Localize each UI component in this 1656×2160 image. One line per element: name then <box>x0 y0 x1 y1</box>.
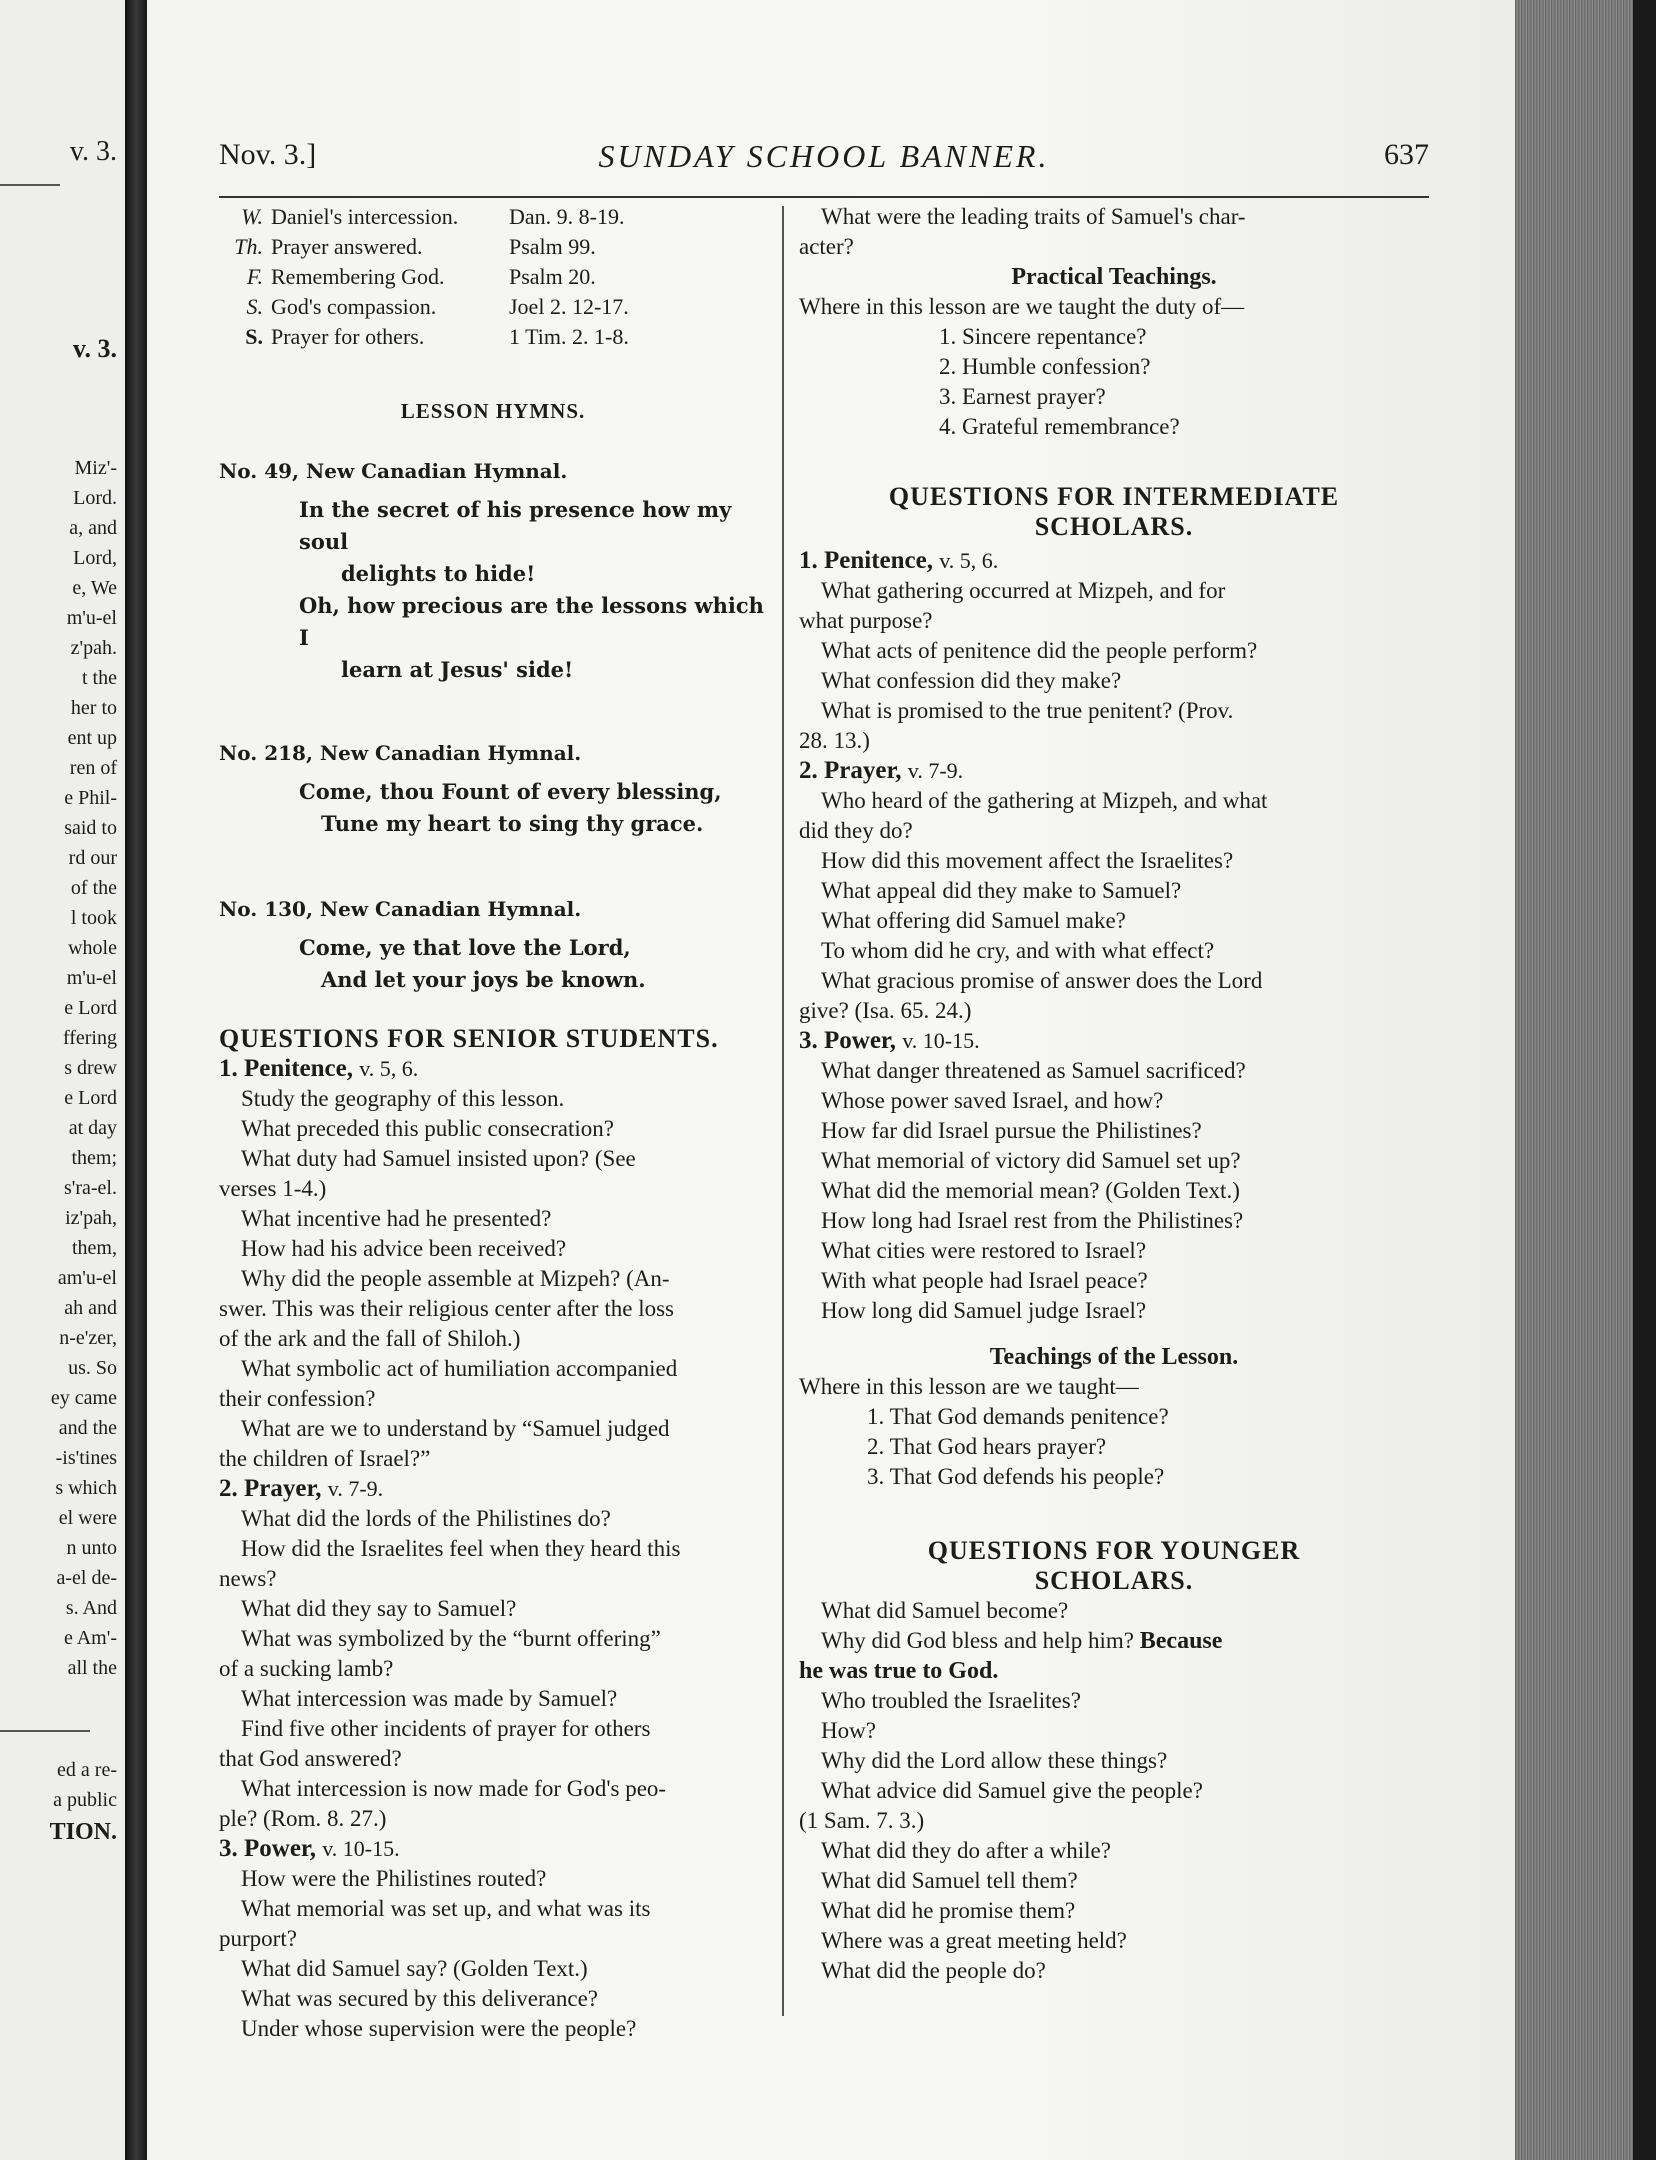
reading-row <box>219 232 767 262</box>
hymn-line: delights to hide! <box>341 561 536 586</box>
question: Where was a great meeting held? <box>821 1928 1127 1953</box>
question: of a sucking lamb? <box>219 1656 394 1681</box>
section-number: 2. <box>799 757 818 784</box>
question-list <box>799 786 1429 1026</box>
reading-day: S. <box>245 324 263 349</box>
question: What memorial was set up, and what was its <box>241 1896 651 1921</box>
prev-page-line: s which <box>55 1477 117 1499</box>
question: How did the Israelites feel when they heard this <box>241 1536 681 1561</box>
section-verse: v. 5, 6. <box>939 548 999 573</box>
question-text: Why did God bless and help him? <box>821 1628 1135 1653</box>
prev-page-line: Miz'- <box>74 457 117 479</box>
question: What did the memorial mean? (Golden Text.) <box>821 1178 1240 1203</box>
question: the children of Israel?” <box>219 1446 431 1471</box>
intermediate-heading-2: SCHOLARS. <box>1034 512 1194 541</box>
question: What incentive had he presented? <box>241 1206 552 1231</box>
question: What intercession is now made for God's peo- <box>241 1776 667 1801</box>
question: What are we to understand by “Samuel judged <box>241 1416 670 1441</box>
hymn-verse <box>219 932 767 996</box>
prev-page-line: a public <box>53 1789 117 1811</box>
section-number: 3. <box>219 1835 238 1862</box>
question: Whose power saved Israel, and how? <box>821 1088 1164 1113</box>
question: What was secured by this deliverance? <box>241 1986 598 2011</box>
question: swer. This was their religious center after the loss <box>219 1296 674 1321</box>
teachings-heading: Teachings of the Lesson. <box>989 1344 1239 1370</box>
practical-item: 4. Grateful remembrance? <box>939 414 1180 439</box>
question: How were the Philistines routed? <box>241 1866 547 1891</box>
question: How had his advice been received? <box>241 1236 567 1261</box>
prev-page-line: said to <box>64 817 117 839</box>
reading-row <box>219 262 767 292</box>
header-date: Nov. 3.] <box>219 138 317 171</box>
reading-ref: Joel 2. 12-17. <box>509 294 629 319</box>
prev-page-line: ren of <box>69 757 117 779</box>
question <box>799 1626 1429 1656</box>
question: What confession did they make? <box>821 668 1122 693</box>
lesson-hymns-heading: LESSON HYMNS. <box>400 399 586 423</box>
prev-page-line: them, <box>72 1237 117 1259</box>
teaching-item: 3. That God defends his people? <box>867 1464 1165 1489</box>
question: that God answered? <box>219 1746 402 1771</box>
prev-page-line: n-e'zer, <box>59 1327 117 1349</box>
question: What acts of penitence did the people perform? <box>821 638 1258 663</box>
question: What did Samuel say? (Golden Text.) <box>241 1956 588 1981</box>
practical-heading: Practical Teachings. <box>1011 264 1217 290</box>
section-heading <box>799 1026 1429 1056</box>
practical-item: 1. Sincere repentance? <box>939 324 1147 349</box>
senior-heading: QUESTIONS FOR SENIOR STUDENTS. <box>219 1024 719 1053</box>
reading-ref: 1 Tim. 2. 1-8. <box>509 324 629 349</box>
prev-page-line: z'pah. <box>70 637 117 659</box>
binding-shadow <box>1633 0 1656 2160</box>
reading-row <box>219 202 767 232</box>
prev-page-line: all the <box>67 1657 117 1679</box>
question-list <box>219 1504 767 1834</box>
section-verse: v. 7-9. <box>327 1476 384 1501</box>
question: What did Samuel tell them? <box>821 1868 1078 1893</box>
prev-page-line: e Lord <box>64 1087 117 1109</box>
question: Why did the Lord allow these things? <box>821 1748 1168 1773</box>
left-column <box>219 202 767 2044</box>
question: purport? <box>219 1926 297 1951</box>
question: acter? <box>799 234 854 259</box>
prev-page-line: TION. <box>49 1819 117 1845</box>
question: How far did Israel pursue the Philistines? <box>821 1118 1202 1143</box>
reading-row <box>219 292 767 322</box>
page <box>147 0 1515 2160</box>
practical-item: 3. Earnest prayer? <box>939 384 1106 409</box>
hymn-source: No. 130, New Canadian Hymnal. <box>219 897 582 921</box>
intermediate-heading: QUESTIONS FOR INTERMEDIATE <box>888 482 1340 511</box>
answer-text: Because <box>1139 1628 1223 1654</box>
question: did they do? <box>799 818 913 843</box>
section-number: 3. <box>799 1027 818 1054</box>
question: To whom did he cry, and with what effect? <box>821 938 1215 963</box>
hymn-line: Oh, how precious are the lessons which I <box>299 593 764 650</box>
question: What did they do after a while? <box>821 1838 1111 1863</box>
page-edges <box>1515 0 1656 2160</box>
question: What gracious promise of answer does the Lord <box>821 968 1263 993</box>
question: What appeal did they make to Samuel? <box>821 878 1182 903</box>
question: What duty had Samuel insisted upon? (See <box>241 1146 636 1171</box>
reading-text: Prayer for others. <box>271 324 425 349</box>
section-verse: v. 5, 6. <box>359 1056 419 1081</box>
reading-text: Remembering God. <box>271 264 445 289</box>
section-heading <box>219 1834 767 1864</box>
prev-page-line: l took <box>70 907 117 929</box>
right-column <box>799 202 1429 1986</box>
question: give? (Isa. 65. 24.) <box>799 998 972 1023</box>
prev-page-line: s'ra-el. <box>63 1177 117 1199</box>
question: What advice did Samuel give the people? <box>821 1778 1203 1803</box>
question: What memorial of victory did Samuel set up? <box>821 1148 1241 1173</box>
section-verse: v. 10-15. <box>322 1836 400 1861</box>
hymn-verse <box>219 776 767 840</box>
prev-page-line: Lord, <box>73 547 117 569</box>
hymn-line: Tune my heart to sing thy grace. <box>321 811 704 836</box>
hymn-line: Come, ye that love the Lord, <box>299 935 631 960</box>
section-title: Prayer, <box>824 757 902 784</box>
prev-page-line: e, We <box>72 577 117 599</box>
prev-page-line: s drew <box>64 1057 117 1079</box>
hymn-line: Come, thou Fount of every blessing, <box>299 779 722 804</box>
reading-ref: Psalm 99. <box>509 234 596 259</box>
question: what purpose? <box>799 608 933 633</box>
hymn-source: No. 218, New Canadian Hymnal. <box>219 741 582 765</box>
section-heading <box>799 756 1429 786</box>
section-verse: v. 10-15. <box>902 1028 980 1053</box>
reading-day: Th. <box>234 234 263 259</box>
prev-page-line: ah and <box>64 1297 117 1319</box>
question-list <box>799 1056 1429 1326</box>
question: What did he promise them? <box>821 1898 1076 1923</box>
section-number: 1. <box>219 1055 238 1082</box>
question: What cities were restored to Israel? <box>821 1238 1147 1263</box>
hymn-source: No. 49, New Canadian Hymnal. <box>219 459 568 483</box>
section-heading <box>219 1054 767 1084</box>
question: How did this movement affect the Israelites? <box>821 848 1234 873</box>
question: their confession? <box>219 1386 376 1411</box>
reading-day: F. <box>246 264 263 289</box>
page-number: 637 <box>1384 138 1429 171</box>
question: What gathering occurred at Mizpeh, and for <box>821 578 1226 603</box>
question: What preceded this public consecration? <box>241 1116 614 1141</box>
question: What offering did Samuel make? <box>821 908 1126 933</box>
section-verse: v. 7-9. <box>907 758 964 783</box>
prev-page-line: iz'pah, <box>65 1207 117 1229</box>
teaching-item: 1. That God demands penitence? <box>867 1404 1169 1429</box>
prev-page-line: us. So <box>68 1357 117 1379</box>
question-list <box>799 576 1429 756</box>
question: ple? (Rom. 8. 27.) <box>219 1806 387 1831</box>
question: How? <box>821 1718 876 1743</box>
question: Find five other incidents of prayer for others <box>241 1716 651 1741</box>
hymn-line: learn at Jesus' side! <box>341 657 574 682</box>
reading-ref: Psalm 20. <box>509 264 596 289</box>
header-rule <box>219 196 1429 198</box>
prev-page-rule-bottom <box>0 1730 90 1732</box>
prev-page-line: rd our <box>68 847 117 869</box>
hymn-line: In the secret of his presence how my soul <box>299 497 732 554</box>
section-title: Power, <box>244 1835 316 1862</box>
younger-heading: QUESTIONS FOR YOUNGER <box>927 1536 1301 1565</box>
prev-page-line: a, and <box>69 517 117 539</box>
section-title: Penitence, <box>824 547 933 574</box>
question: What was symbolized by the “burnt offering” <box>241 1626 661 1651</box>
header-title: SUNDAY SCHOOL BANNER. <box>598 138 1050 174</box>
prev-page-rule <box>0 184 60 186</box>
question: How long had Israel rest from the Philistines? <box>821 1208 1244 1233</box>
prev-page-line: t the <box>82 667 117 689</box>
prev-page-line: am'u-el <box>57 1267 117 1289</box>
prev-page-line: ffering <box>62 1027 117 1049</box>
question: What danger threatened as Samuel sacrificed? <box>821 1058 1246 1083</box>
question: What did the people do? <box>821 1958 1046 1983</box>
section-heading <box>219 1474 767 1504</box>
question: 28. 13.) <box>799 728 870 753</box>
question-list <box>219 1864 767 2044</box>
practical-list <box>799 322 1429 442</box>
answer-text: he was true to God. <box>799 1658 999 1684</box>
question: What did Samuel become? <box>821 1598 1069 1623</box>
question: Study the geography of this lesson. <box>241 1086 565 1111</box>
section-number: 2. <box>219 1475 238 1502</box>
section-heading <box>799 546 1429 576</box>
question: Who heard of the gathering at Mizpeh, and what <box>821 788 1268 813</box>
younger-heading-2: SCHOLARS. <box>1034 1566 1194 1595</box>
section-number: 1. <box>799 547 818 574</box>
prev-page-line: ey came <box>50 1387 117 1409</box>
prev-page-line: n unto <box>66 1537 117 1559</box>
prev-page-line: el were <box>58 1507 117 1529</box>
teachings-list <box>799 1402 1429 1492</box>
prev-page-line: of the <box>70 877 117 899</box>
question: What is promised to the true penitent? (Prov. <box>821 698 1234 723</box>
question: Who troubled the Israelites? <box>821 1688 1081 1713</box>
prev-page-subheader: v. 3. <box>72 334 117 363</box>
reading-text: Daniel's intercession. <box>271 204 459 229</box>
prev-page-line: s. And <box>65 1597 117 1619</box>
prev-page-line: a-el de- <box>56 1567 117 1589</box>
question: What intercession was made by Samuel? <box>241 1686 618 1711</box>
prev-page-line: e Am'- <box>63 1627 117 1649</box>
question: of the ark and the fall of Shiloh.) <box>219 1326 521 1351</box>
question: What did the lords of the Philistines do? <box>241 1506 611 1531</box>
question: What did they say to Samuel? <box>241 1596 517 1621</box>
hymn-line: And let your joys be known. <box>321 967 646 992</box>
teaching-item: 2. That God hears prayer? <box>867 1434 1107 1459</box>
prev-page-line: ent up <box>67 727 117 749</box>
question: Why did the people assemble at Mizpeh? (An- <box>241 1266 670 1291</box>
question: With what people had Israel peace? <box>821 1268 1148 1293</box>
prev-page-line: at day <box>68 1117 117 1139</box>
question: What symbolic act of humiliation accompanied <box>241 1356 678 1381</box>
teachings-intro: Where in this lesson are we taught— <box>799 1374 1139 1399</box>
reading-row <box>219 322 767 352</box>
prev-page-line: ed a re- <box>57 1759 117 1781</box>
question-list <box>799 1686 1429 1986</box>
prev-page-line: Lord. <box>73 487 117 509</box>
prev-page-line: e Lord <box>64 997 117 1019</box>
section-title: Power, <box>824 1027 896 1054</box>
reading-day: S. <box>246 294 263 319</box>
question: verses 1-4.) <box>219 1176 327 1201</box>
hymn-verse <box>219 494 767 686</box>
practical-intro: Where in this lesson are we taught the duty of— <box>799 294 1245 319</box>
book-gutter <box>125 0 147 2160</box>
reading-ref: Dan. 9. 8-19. <box>509 204 625 229</box>
prev-page-line: m'u-el <box>66 967 117 989</box>
question: How long did Samuel judge Israel? <box>821 1298 1147 1323</box>
previous-page-fragment <box>0 0 125 2160</box>
prev-page-header: v. 3. <box>69 136 117 167</box>
reading-text: Prayer answered. <box>271 234 423 259</box>
prev-page-line: -is'tines <box>55 1447 117 1469</box>
question: (1 Sam. 7. 3.) <box>799 1808 925 1833</box>
prev-page-line: whole <box>68 937 117 959</box>
reading-text: God's compassion. <box>271 294 437 319</box>
practical-item: 2. Humble confession? <box>939 354 1151 379</box>
prev-page-line: and the <box>58 1417 117 1439</box>
question-list <box>219 1084 767 1474</box>
section-title: Penitence, <box>244 1055 353 1082</box>
running-head <box>219 138 1429 182</box>
question: What were the leading traits of Samuel's char- <box>821 204 1246 229</box>
prev-page-line: her to <box>70 697 117 719</box>
question: Under whose supervision were the people? <box>241 2016 637 2041</box>
column-divider <box>782 206 784 2016</box>
prev-page-line: them; <box>71 1147 117 1169</box>
prev-page-line: m'u-el <box>66 607 117 629</box>
daily-readings <box>219 202 767 352</box>
section-title: Prayer, <box>244 1475 322 1502</box>
reading-day: W. <box>241 204 263 229</box>
question: news? <box>219 1566 277 1591</box>
prev-page-line: e Phil- <box>64 787 117 809</box>
